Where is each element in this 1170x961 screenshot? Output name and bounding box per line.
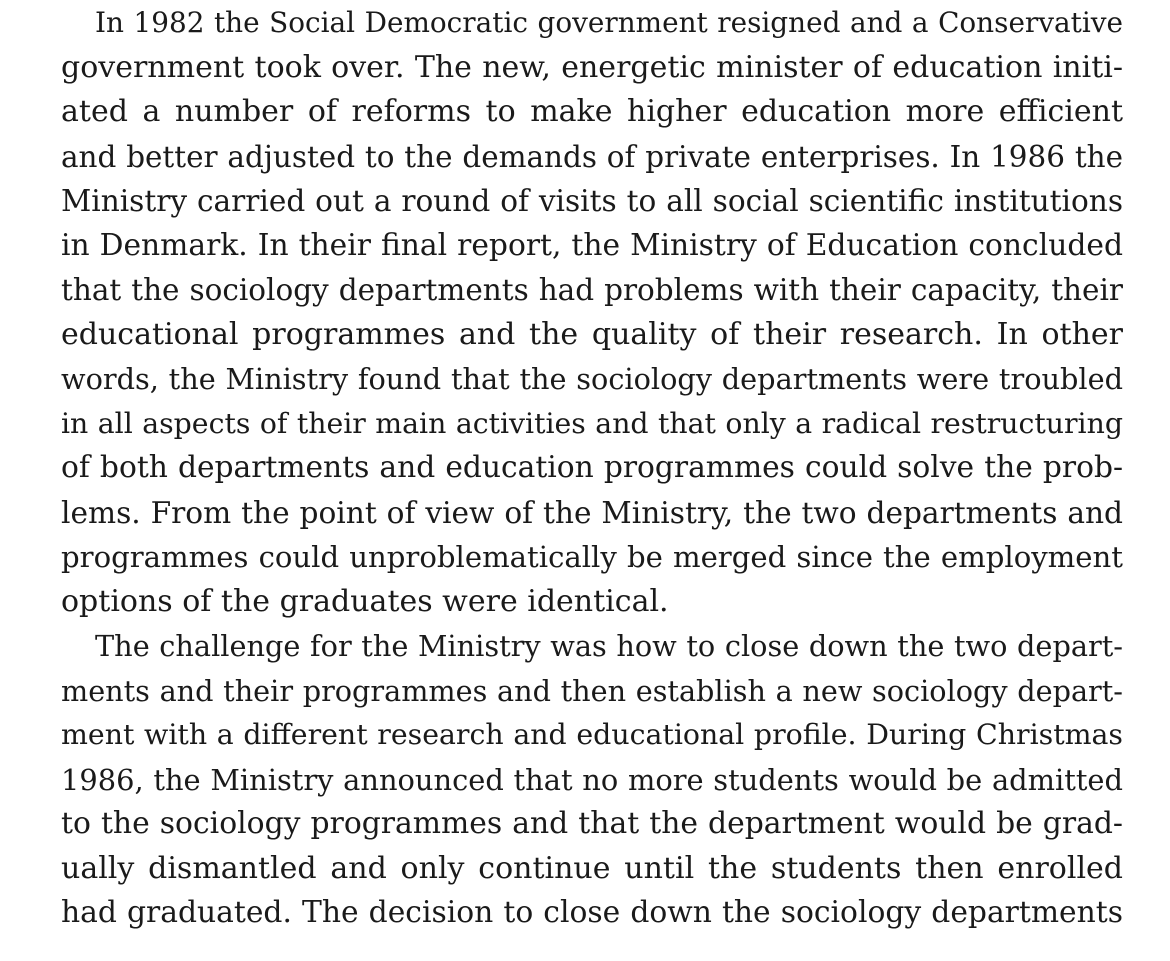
text-line: in Denmark. In their final report, the Ministry of Education concluded <box>61 227 1123 263</box>
text-line: educational programmes and the quality of their research. In other <box>61 316 1123 352</box>
text-line: had graduated. The decision to close down the sociology departments <box>61 895 1123 930</box>
text-line: ated a number of reforms to make higher education more efficient <box>61 94 1123 129</box>
text-line: that the sociology departments had problems with their capacity, their <box>61 273 1123 307</box>
text-line: Ministry carried out a round of visits to all social scientific institutions <box>61 184 1123 218</box>
text-line: options of the graduates were identical. <box>61 583 669 619</box>
paragraph-2 <box>61 624 1123 936</box>
text-line: In 1982 the Social Democratic government resigned and a Conservative <box>95 6 1123 39</box>
text-line: words, the Ministry found that the sociology departments were troubled <box>61 362 1123 396</box>
text-line: and better adjusted to the demands of private enterprises. In 1986 the <box>61 139 1123 174</box>
text-line: programmes could unproblematically be merged since the employment <box>61 540 1123 574</box>
text-line: in all aspects of their main activities and that only a radical restructuring <box>61 406 1123 440</box>
text-line: ually dismantled and only continue until the students then enrolled <box>61 850 1123 886</box>
paragraph-1 <box>61 1 1123 624</box>
text-line: lems. From the point of view of the Ministry, the two departments and <box>61 495 1123 530</box>
document-page <box>61 0 1123 936</box>
text-line: of both departments and education programmes could solve the prob- <box>61 450 1123 485</box>
text-line: government took over. The new, energetic minister of education initi- <box>61 49 1123 85</box>
text-line: The challenge for the Ministry was how to close down the two depart- <box>95 629 1123 663</box>
text-line: ments and their programmes and then establish a new sociology depart- <box>61 673 1123 708</box>
text-line: 1986, the Ministry announced that no more students would be admitted <box>61 762 1123 797</box>
text-line: to the sociology programmes and that the department would be grad- <box>61 806 1123 841</box>
text-line: ment with a different research and educational profile. During Christmas <box>61 718 1123 751</box>
